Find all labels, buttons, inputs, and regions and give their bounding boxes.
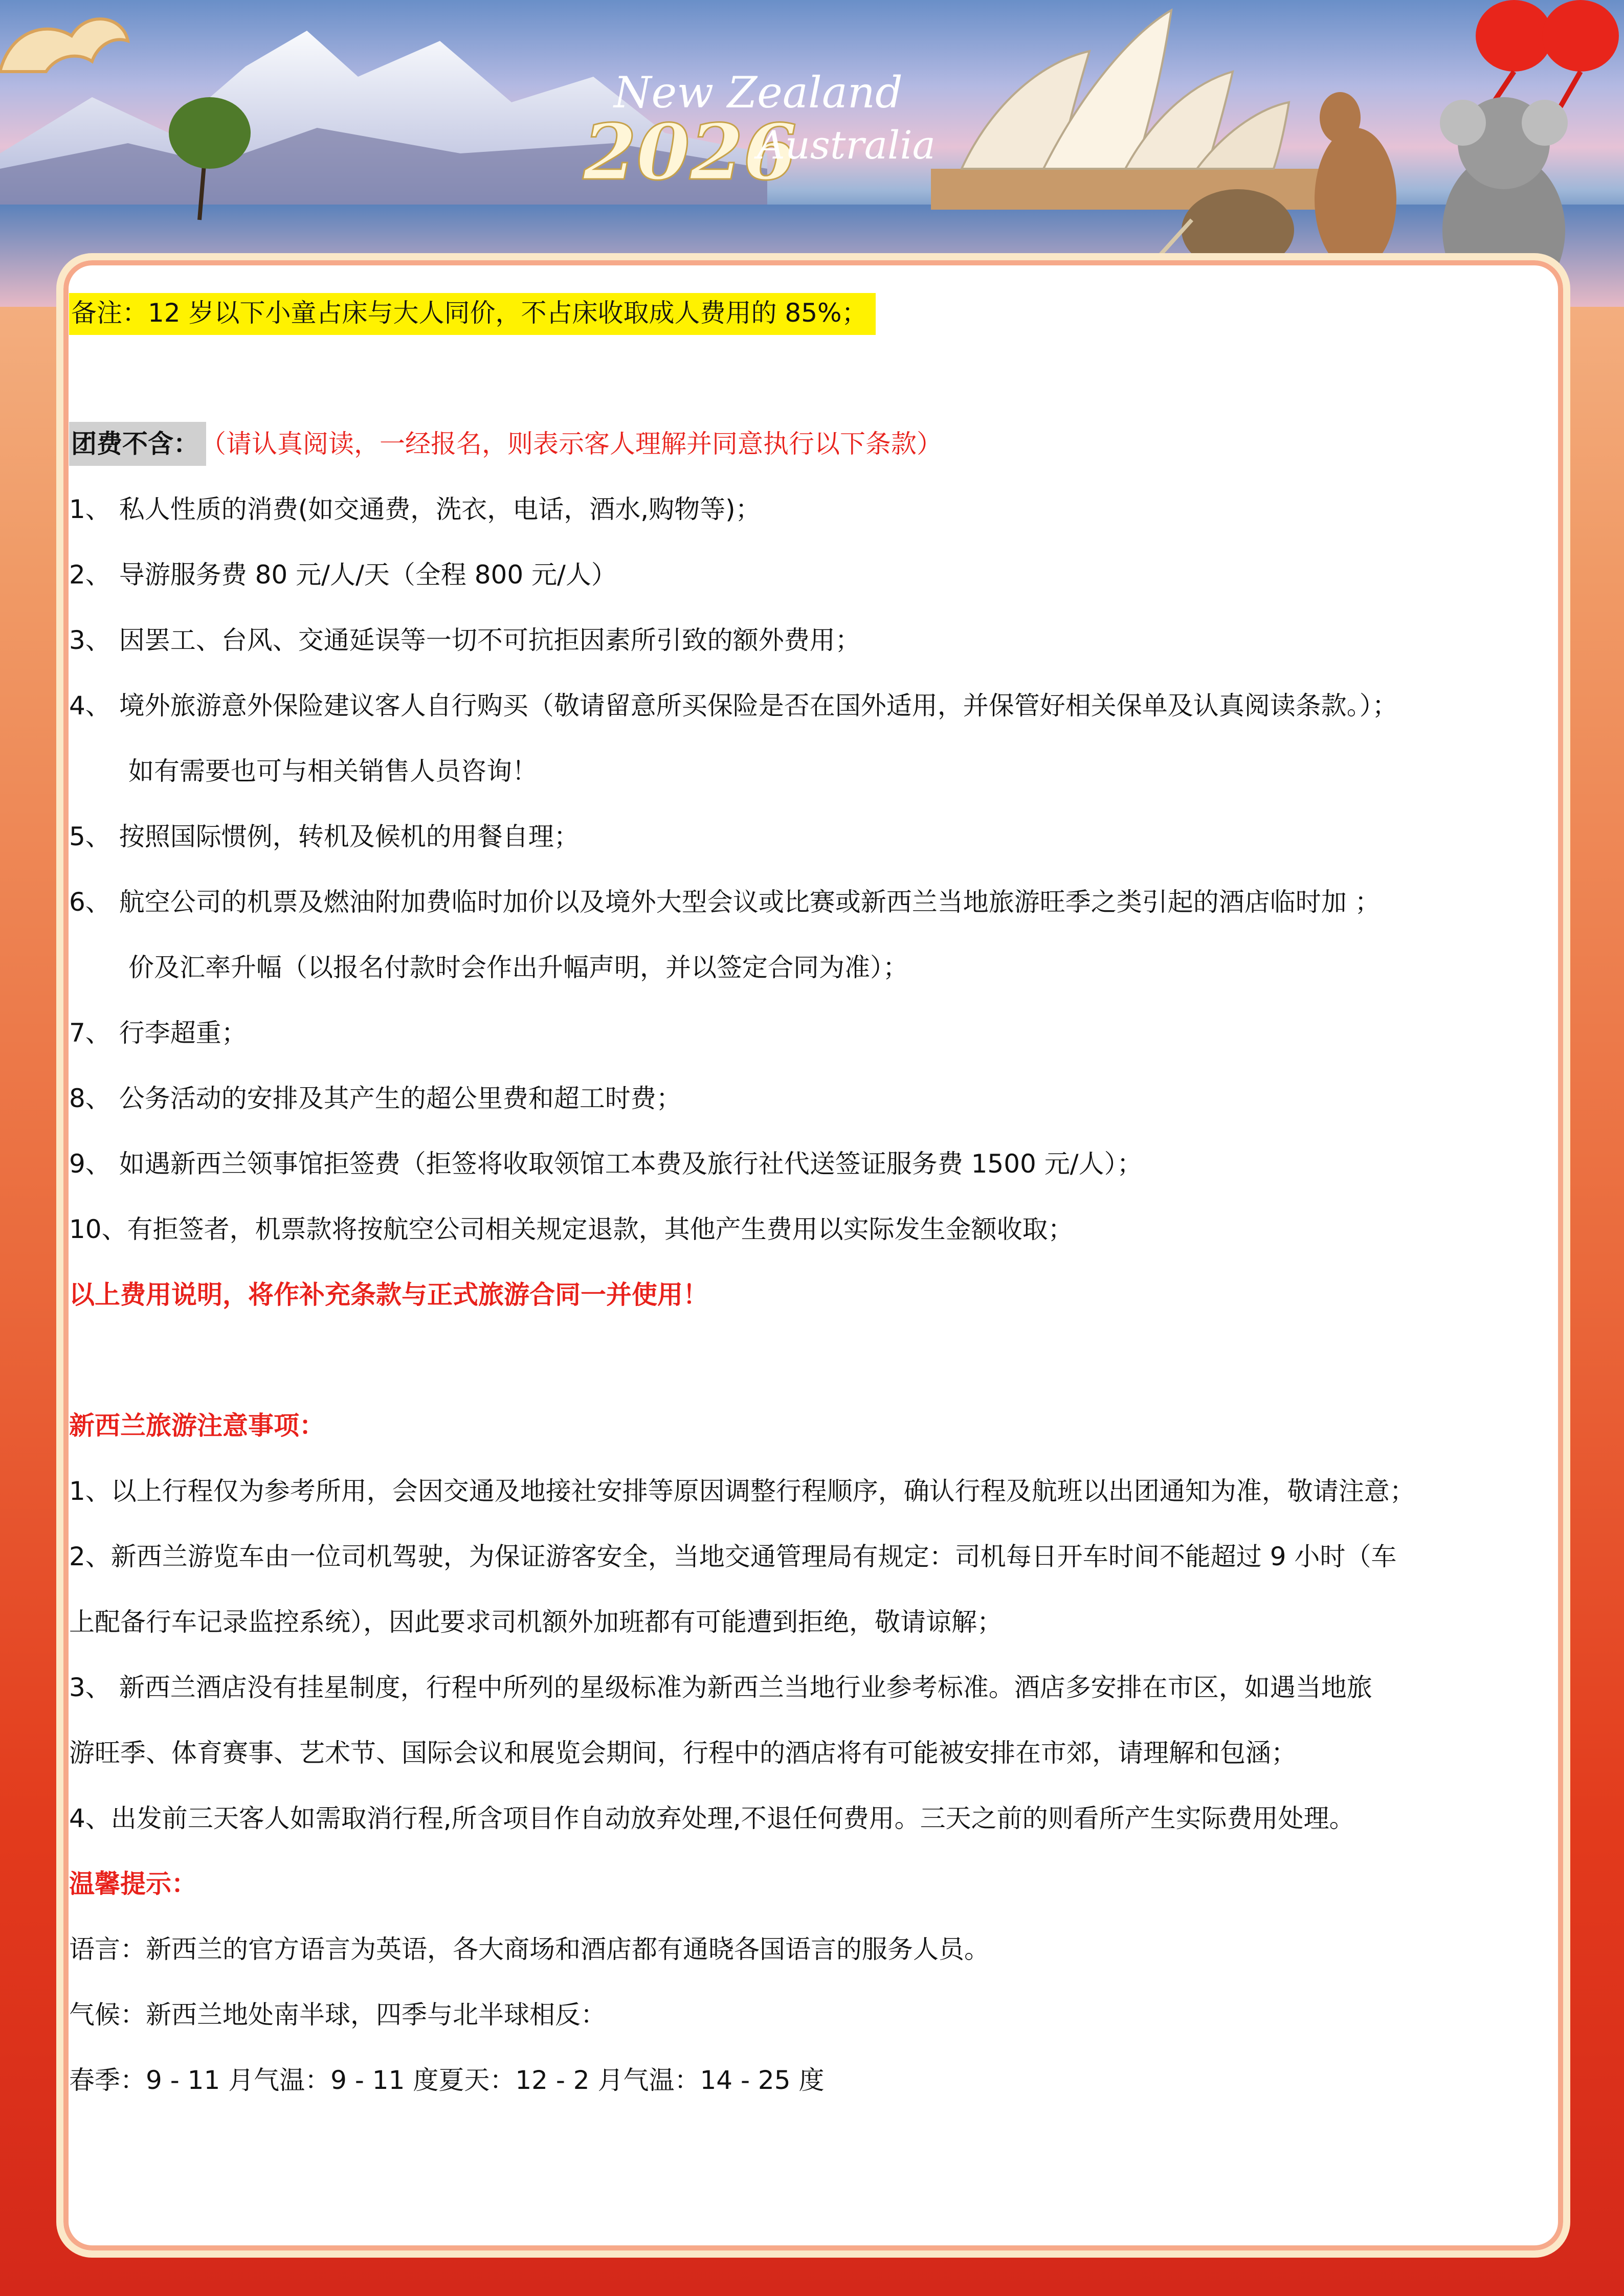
excluded-subheading: （请认真阅读，一经报名，则表示客人理解并同意执行以下条款） [213, 429, 942, 459]
excluded-item: 3、 因罢工、台风、交通延误等一切不可抗拒因素所引致的额外费用； [69, 625, 861, 655]
excluded-item: 5、 按照国际惯例，转机及候机的用餐自理； [69, 822, 580, 851]
excluded-item-continuation: 价及汇率升幅（以报名付款时会作出升幅声明，并以签定合同为准）； [128, 953, 908, 982]
excluded-item-continuation: 如有需要也可与相关销售人员咨询！ [128, 756, 538, 786]
excluded-footer: 以上费用说明，将作补充条款与正式旅游合同一并使用！ [69, 1280, 708, 1310]
notice-heading: 新西兰旅游注意事项： [69, 1411, 325, 1440]
tips-heading: 温馨提示： [69, 1869, 197, 1899]
excluded-item: 8、 公务活动的安排及其产生的超公里费和超工时费； [69, 1084, 682, 1113]
lucky-cloud-ornament [0, 0, 133, 82]
excluded-heading-row [69, 411, 1552, 477]
notice-line: 3、 新西兰酒店没有挂星制度，行程中所列的星级标准为新西兰当地行业参考标准。酒店多安排在市区，如遇当地旅 [69, 1673, 1372, 1702]
title-line-2: Australia [757, 122, 936, 168]
excluded-item: 1、 私人性质的消费(如交通费，洗衣，电话，酒水,购物等)； [69, 494, 761, 524]
notice-line: 2、新西兰游览车由一位司机驾驶，为保证游客安全，当地交通管理局有规定：司机每日开车时间不能超过 9 小时（车 [69, 1542, 1397, 1571]
notice-line: 游旺季、体育赛事、艺术节、国际会议和展览会期间，行程中的酒店将有可能被安排在市郊，请理解和包涵； [69, 1738, 1297, 1768]
notice-line: 4、出发前三天客人如需取消行程,所含项目作自动放弃处理,不退任何费用。三天之前的则看所产生实际费用处理。 [69, 1804, 1355, 1833]
excluded-item: 2、 导游服务费 80 元/人/天（全程 800 元/人） [69, 560, 617, 590]
tips-line: 气候：新西兰地处南半球，四季与北半球相反： [69, 2000, 606, 2030]
excluded-item: 6、 航空公司的机票及燃油附加费临时加价以及境外大型会议或比赛或新西兰当地旅游旺季之类引起的酒店临时加 ； [69, 887, 1381, 917]
title-year: 2026 [583, 107, 797, 197]
spacer [69, 1327, 1552, 1393]
excluded-item: 10、有拒签者，机票款将按航空公司相关规定退款，其他产生费用以实际发生金额收取； [69, 1214, 1074, 1244]
notice-line: 上配备行车记录监控系统），因此要求司机额外加班都有可能遭到拒绝，敬请谅解； [69, 1607, 1003, 1637]
tips-line: 春季：9 - 11 月气温：9 - 11 度夏天：12 - 2 月气温：14 - 25 度 [69, 2065, 825, 2095]
spacer [69, 346, 1552, 411]
excluded-item: 9、 如遇新西兰领事馆拒签费（拒签将收取领馆工本费及旅行社代送签证服务费 1500 元/人）； [69, 1149, 1143, 1179]
tips-line: 语言：新西兰的官方语言为英语，各大商场和酒店都有通晓各国语言的服务人员。 [69, 1934, 990, 1964]
excluded-item: 4、 境外旅游意外保险建议客人自行购买（敬请留意所买保险是否在国外适用，并保管好相关保单及认真阅读条款。）； [69, 691, 1398, 721]
title-line-1: New Zealand [614, 67, 903, 118]
excluded-heading: 团费不含： [69, 422, 206, 466]
document-body [69, 280, 1552, 2113]
excluded-item: 7、 行李超重； [69, 1018, 247, 1048]
child-price-note: 备注：12 岁以下小童占床与大人同价，不占床收取成人费用的 85%； [69, 293, 876, 335]
title-art [573, 56, 941, 199]
notice-line: 1、以上行程仅为参考所用，会因交通及地接社安排等原因调整行程顺序，确认行程及航班以出团通知为准，敬请注意； [69, 1476, 1415, 1506]
